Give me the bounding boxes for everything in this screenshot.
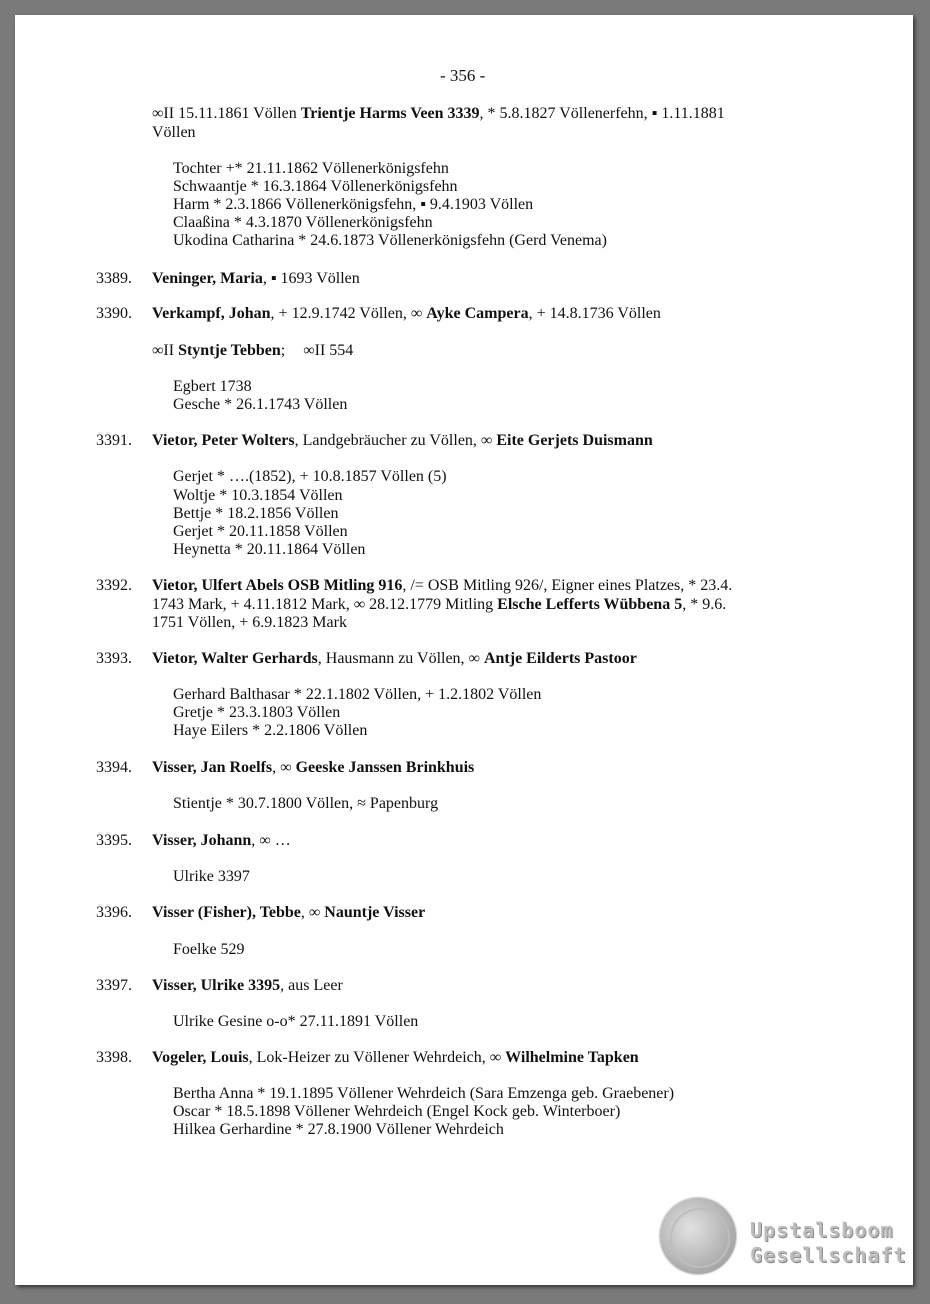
entry-3389: Veninger, Maria, ▪ 1693 Völlen — [152, 270, 360, 287]
entry-number: 3390. — [96, 305, 132, 322]
child-line: Woltje * 10.3.1854 Völlen — [173, 487, 343, 504]
child-line: Gerjet * ….(1852), + 10.8.1857 Völlen (5) — [173, 468, 447, 485]
child-line: Gerjet * 20.11.1858 Völlen — [173, 523, 348, 540]
entry-3392: Vietor, Ulfert Abels OSB Mitling 916, /= OSB Mitling 926/, Eigner eines Platzes, * 23.4. — [152, 577, 733, 594]
child-line: Tochter +* 21.11.1862 Völlenerkönigsfehn — [173, 160, 449, 177]
entry-number: 3392. — [96, 577, 132, 594]
child-line: Harm * 2.3.1866 Völlenerkönigsfehn, ▪ 9.4.1903 Völlen — [173, 196, 534, 213]
entry-3392-line-2: 1743 Mark, + 4.11.1812 Mark, ∞ 28.12.1779 Mitling Elsche Lefferts Wübbena 5, * 9.6. — [152, 596, 727, 613]
intro-marriage-line: ∞II 15.11.1861 Völlen Trientje Harms Veen 3339, * 5.8.1827 Völlenerfehn, ▪ 1.11.1881 — [152, 105, 725, 122]
entry-number: 3391. — [96, 432, 132, 449]
child-line: Gesche * 26.1.1743 Völlen — [173, 396, 348, 413]
logo-text-line-2: Gesellschaft — [750, 1243, 907, 1267]
child-line: Ulrike 3397 — [173, 868, 250, 885]
entry-3391: Vietor, Peter Wolters, Landgebräucher zu Völlen, ∞ Eite Gerjets Duismann — [152, 432, 653, 449]
child-line: Stientje * 30.7.1800 Völlen, ≈ Papenburg — [173, 795, 439, 812]
logo-text-line-1: Upstalsboom — [750, 1218, 894, 1242]
entry-number: 3396. — [96, 904, 132, 921]
second-marriage-line: ∞II Styntje Tebben; ∞II 554 — [152, 342, 354, 359]
child-line: Gretje * 23.3.1803 Völlen — [173, 704, 341, 721]
seal-logo-icon — [660, 1198, 736, 1274]
child-line: Heynetta * 20.11.1864 Völlen — [173, 541, 366, 558]
entry-3397: Visser, Ulrike 3395, aus Leer — [152, 977, 343, 994]
child-line: Bettje * 18.2.1856 Völlen — [173, 505, 339, 522]
entry-number: 3393. — [96, 650, 132, 667]
entry-3390: Verkampf, Johan, + 12.9.1742 Völlen, ∞ Ayke Campera, + 14.8.1736 Völlen — [152, 305, 661, 322]
child-line: Ukodina Catharina * 24.6.1873 Völlenerkönigsfehn (Gerd Venema) — [173, 232, 607, 249]
entry-number: 3398. — [96, 1049, 132, 1066]
entry-3395: Visser, Johann, ∞ … — [152, 832, 291, 849]
entry-number: 3395. — [96, 832, 132, 849]
child-line: Hilkea Gerhardine * 27.8.1900 Völlener Wehrdeich — [173, 1121, 504, 1138]
child-line: Schwaantje * 16.3.1864 Völlenerkönigsfehn — [173, 178, 458, 195]
entry-number: 3394. — [96, 759, 132, 776]
entry-3396: Visser (Fisher), Tebbe, ∞ Nauntje Visser — [152, 904, 426, 921]
child-line: Claaßina * 4.3.1870 Völlenerkönigsfehn — [173, 214, 433, 231]
entry-3392-line-3: 1751 Völlen, + 6.9.1823 Mark — [152, 614, 347, 631]
child-line: Bertha Anna * 19.1.1895 Völlener Wehrdeich (Sara Emzenga geb. Graebener) — [173, 1085, 675, 1102]
child-line: Ulrike Gesine o-o* 27.11.1891 Völlen — [173, 1013, 419, 1030]
child-line: Gerhard Balthasar * 22.1.1802 Völlen, + 1.2.1802 Völlen — [173, 686, 542, 703]
child-line: Foelke 529 — [173, 941, 245, 958]
entry-number: 3389. — [96, 270, 132, 287]
intro-marriage-line-2: Völlen — [152, 124, 196, 141]
entry-number: 3397. — [96, 977, 132, 994]
child-line: Oscar * 18.5.1898 Völlener Wehrdeich (Engel Kock geb. Winterboer) — [173, 1103, 621, 1120]
entry-3394: Visser, Jan Roelfs, ∞ Geeske Janssen Brinkhuis — [152, 759, 475, 776]
child-line: Egbert 1738 — [173, 378, 252, 395]
entry-3393: Vietor, Walter Gerhards, Hausmann zu Völlen, ∞ Antje Eilderts Pastoor — [152, 650, 637, 667]
entry-3398: Vogeler, Louis, Lok-Heizer zu Völlener Wehrdeich, ∞ Wilhelmine Tapken — [152, 1049, 639, 1066]
child-line: Haye Eilers * 2.2.1806 Völlen — [173, 722, 368, 739]
page-number: - 356 - — [440, 66, 486, 85]
